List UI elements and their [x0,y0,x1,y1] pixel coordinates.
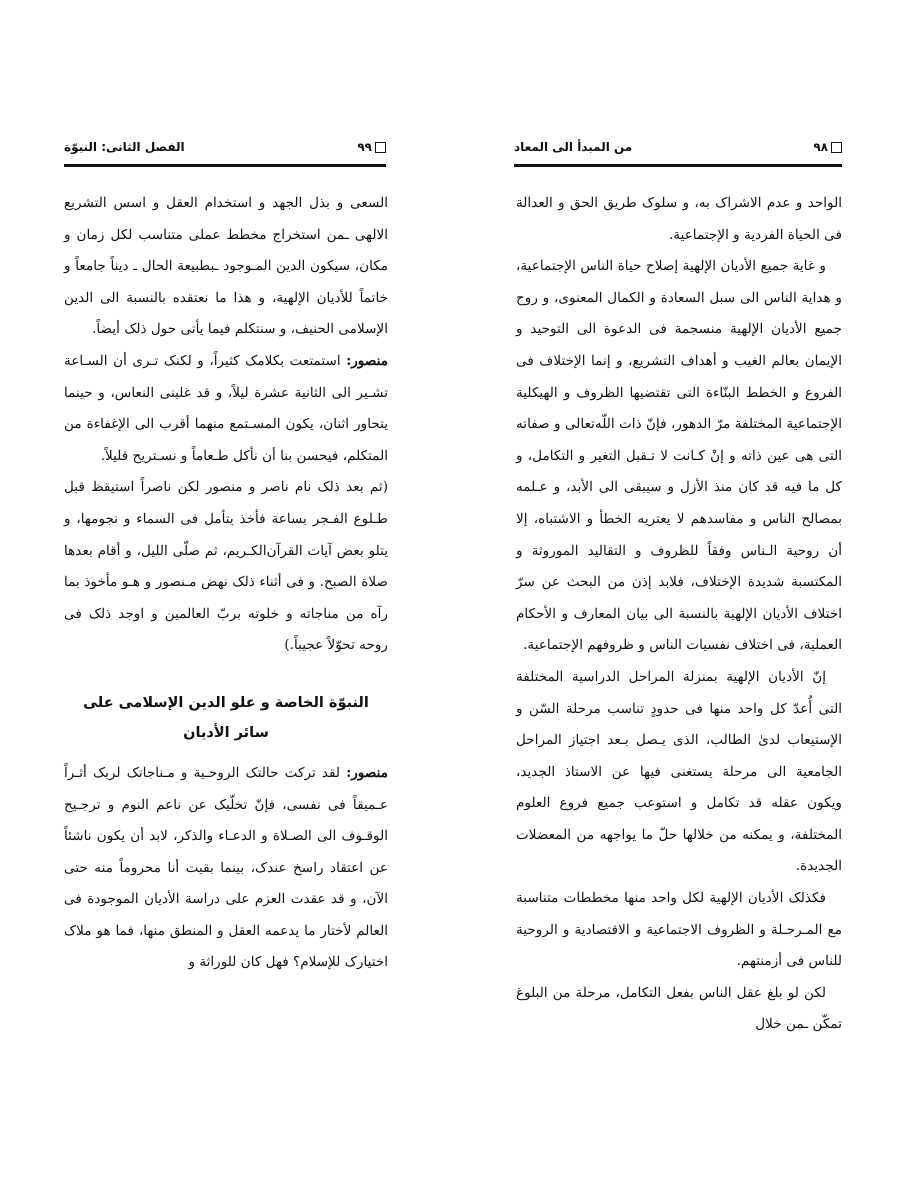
paragraph-text: و غایة جمیع الأدیان الإلهیة إصلاح حیاة الناس الإجتماعیة، و هدایة الناس الی سبل السعادة و الکمال المعنوی، و روح جمیع الأدیان الإلهیة منسجمة فی الدعوة الی التوحید و الإیمان بعالم الغیب و أهداف التشریع، و إنما الإختلاف فی الفروع و الخطط البنّاءة التی تقتضیها الظروف و الهیکلیة الإجتماعیة المختلفة مرّ الدهور، فإنّ ذات اللّه‌تعالى و صفاته التی هی عین ذاته و إنْ کـانت لا تـقبل التغیر و التکامل، و کل ما فیه قد کان منذ الأزل و سیبقی الی الأبد، و عـلمه بمصالح الناس و مفاسدهم لا یعتریه الخطأ و الاشتباه، إلا أن روحیة الـناس وفقاً للظروف و التقالید الموروثة و المکتسبة شدیدة الإختلاف، فلابد إذن من البحث عن سرّ اختلاف الأدیان الإلهیة بالنسبة الی بیان المعارف و الأحکام العملیة، فی اختلاف نفسیات الناس و ظروفهم الإجتماعیة. [516,258,842,654]
paragraph [516,978,842,1041]
paragraph [64,346,388,472]
header-rule [64,164,386,167]
section-heading: النبوّة الخاصة و علو الدین الإسلامی علی سائر الأدیان [83,694,369,741]
page-number: ٩٨ [813,140,828,154]
running-title: من المبدأ الى المعاد [514,140,633,154]
page-header [514,140,842,158]
speaker-label: منصور: [346,352,388,369]
page-number-group [813,140,842,154]
paragraph [516,251,842,662]
page-body [64,188,388,979]
speaker-label: منصور: [346,764,388,781]
square-ornament-icon [375,142,386,153]
paragraph-text: فکذلک الأدیان الإلهیة لکل واحد منها مخططات متناسبة مع المـرحـلة و الظروف الاجتماعیة و الاقتصادیة و الروحیة للناس فی أزمنتهم. [516,890,842,970]
paragraph [516,662,842,883]
square-ornament-icon [831,142,842,153]
paragraph-text: إنّ الأدیان الإلهیة بمنزلة المراحل الدراسیة المختلفة التی أُعدّ کل واحد منها فی حدودٍ تناسب مرحلة السّن و الإستیعاب لدیٰ الطالب، الذی یـصل بـعد اجتیاز المراحل الجامعیة الی مرحلة یستغنی فیها عن الاستاذ الجدید، ویکون عقله قد تکامل و استوعب جمیع فروع العلوم المختلفة، و یمکنه من خلالها حلّ ما یواجهه من المعضلات الجدیدة. [516,668,842,875]
page-header [64,140,386,158]
paragraph-text: السعی و بذل الجهد و استخدام العقل و اسس التشریع الالهی ـمن استخراج مخطط عملی متناسب لکل زمان و مکان، سیکون الدین المـوجود ـبطبیعة الحال ـ دیناً جامعاً و خاتماً للأدیان الإلهیة، و هذا ما نعتقده بالنسبة الی الدین الإسلامی الحنیف، و سنتکلم فیما یأتی حول ذلک أیضاً. [64,195,388,338]
paragraph-text: استمتعت بکلامک کثیراً، و لکنک تـری أن السـاعة تشـیر الی الثانیة عشرة لیلاً، و قد غلبنی النعاس، و حینما یتحاور اثنان، یکون المسـتمع منهما أقرب الی الإغفاءة من المتکلم، فیحسن بنا أن نأکل طـعاماً و نسـتریح قلیلاً. [64,352,388,464]
page-number: ٩٩ [357,140,372,154]
page-number-group [357,140,386,154]
paragraph [64,758,388,979]
paragraph [64,188,388,346]
header-rule [514,164,842,167]
paragraph-text: الواحد و عدم الاشراک به، و سلوک طریق الحق و العدالة فی الحیاة الفردیة و الإجتماعیة. [516,195,842,243]
page-body [516,188,842,1041]
paragraph-text: لکن لو بلغ عقل الناس بفعل التکامل، مرحلة من البلوغ تمکّن ـمن خلال [516,984,842,1033]
paragraph-text: (ثم بعد ذلک نام ناصر و منصور لکن ناصراً استیقظ قبل طـلوع الفـجر بساعة فأخذ یتأمل فی السماء و نجومها، و یتلو بعض آیات القرآن‌الکـریم، ثم صلّی اللیل، و أقام بعدها صلاة الصبح. و فی أثناء ذلک نهض مـنصور و هـو مأخوذ بما رآه من مناجاته و خلوته بربّ العالمین و اوجد ذلک فی روحه تحوّلاً عجیباً.) [64,479,388,654]
paragraph-text: لقد ترکت حالتک الروحـیة و مـناجاتک لربک أثـراً عـمیقاً فی نفسی، فإنّ تخلّیک عن ناعم النوم و ترجـیح الوقـوف الی الصـلاة و الدعـاء والذکر، لابد أن یکون ناشئاً عن اعتقاد راسخ عندک، بینما بقیت أنا محروماً منه حتی الآن، و قد عقدت العزم علی دراسة الأدیان الموجودة فی العالم لأختار ما یدعمه العقل و المنطق منها، فما هو ملاک اختیارک للإسلام؟ فهل کان للوراثة و [64,764,388,971]
right-page [450,0,900,1200]
running-title: الفصل الثانی: النبوّة [64,140,185,154]
paragraph [64,472,388,662]
paragraph [516,188,842,251]
paragraph [516,883,842,978]
